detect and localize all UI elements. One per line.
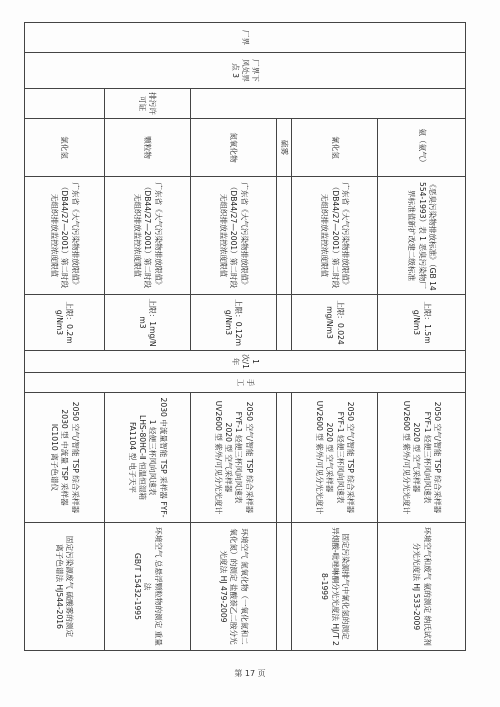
standard-cell: 《恶臭污染物排放标准》（GB 14554-1993）表 1 恶臭污染物厂界标准值新扩改建二级标准 (378, 177, 466, 295)
limit-cell: 上限：0.024mg/Nm3 (292, 295, 378, 351)
analysis-cell (276, 523, 291, 651)
item-cell: 氮氧化物 (190, 119, 276, 177)
item-cell: 氯化氢 (24, 119, 104, 177)
analysis-cell: 固定污染源废气 硫酸雾的测定 离子色谱法 HJ544-2016 (24, 523, 104, 651)
item-cell: 颗粒物 (104, 119, 190, 177)
limit-cell: 上限：1.5mg/Nm3 (378, 295, 466, 351)
frequency-cell: 1 次/1 年 (24, 351, 465, 373)
item-cell: 硫雾 (276, 119, 291, 177)
analysis-cell: 环境空气 氮氧化物（一氧化氮和二氧化氮）的测定 盐酸萘乙二胺分光光度法 HJ 479-2009 (190, 523, 276, 651)
limit-cell: 上限：1mg/Nm3 (104, 295, 190, 351)
instrument-cell: 2050 空气/智能 TSP 综合采样器 2030 型 中流量 TSP 采样器 IC1010 离子色谱仪 (24, 393, 104, 523)
rotated-table-wrapper (26, 22, 466, 650)
category-cell: 排污许可证 (104, 89, 190, 119)
monitoring-table (24, 22, 466, 651)
instrument-cell (276, 393, 291, 523)
item-cell: 氨（氨气） (378, 119, 466, 177)
standard-cell: 广东省《大气污染物排放限值》（DB44/27—2001）第二时段无组织排放监控浓度限值 (104, 177, 190, 295)
category-cell-empty (190, 89, 465, 119)
item-cell: 氰化氢 (292, 119, 378, 177)
factory-cell: 厂界 (24, 23, 465, 53)
analysis-cell: 环境空气和废气 氨的测定 纳氏试剂分光光度法 HJ 533-2009 (378, 523, 466, 651)
standard-cell (276, 177, 291, 295)
analysis-cell: 固定污染源排气中氰化氢的测定 异烟酸-吡唑啉酮分光光度法 HJ/T 28-1999 (292, 523, 378, 651)
limit-cell: 上限：0.12mg/Nm3 (190, 295, 276, 351)
limit-cell: 上限：0.2mg/Nm3 (24, 295, 104, 351)
table-row (24, 23, 104, 651)
instrument-cell: 2050 空气/智能 TSP 综合采样器 FYF-1 轻便三杯风向风速表 2020 型 空气采样器 UV2600 型 紫外/可见分光光度计 (190, 393, 276, 523)
standard-cell: 广东省《大气污染物排放限值》（DB44/27—2001）第二时段无组织排放监控浓度限值 (190, 177, 276, 295)
standard-cell: 广东省《大气污染物排放限值》（DB44/27—2001）第二时段无组织排放监控浓度限值 (292, 177, 378, 295)
table-row (104, 23, 190, 651)
instrument-cell: 2050 空气/智能 TSP 综合采样器 FYF-1 轻便三杯风向风速表 2020 型 空气采样器 UV2600 型 紫外/可见分光光度计 (292, 393, 378, 523)
point-cell: 厂界下风处界点 3 (24, 53, 465, 89)
standard-cell: 广东省《大气污染物排放限值》（DB44/27—2001）第二时段无组织排放监控浓度限值 (24, 177, 104, 295)
limit-cell (276, 295, 291, 351)
analysis-cell: 环境空气 总悬浮颗粒物的测定 重量法 GB/T 15432-1995 (104, 523, 190, 651)
method-cell: 手工 (24, 373, 465, 393)
instrument-cell: 2050 空气/智能 TSP 综合采样器 FYF-1 轻便三杯风向风速表 2020 型 空气采样器 UV2600 型 紫外/可见分光光度计 (378, 393, 466, 523)
page-number: 第 17 页 (234, 669, 266, 678)
table-row (378, 23, 466, 651)
category-cell-empty (24, 89, 104, 119)
instrument-cell: 2030 中流量智能 TSP 采样器 FYF-1 轻便三杯风向风速表 LHS-80HC-Ⅱ 恒温恒湿箱 FA1104 型 电子天平 (104, 393, 190, 523)
